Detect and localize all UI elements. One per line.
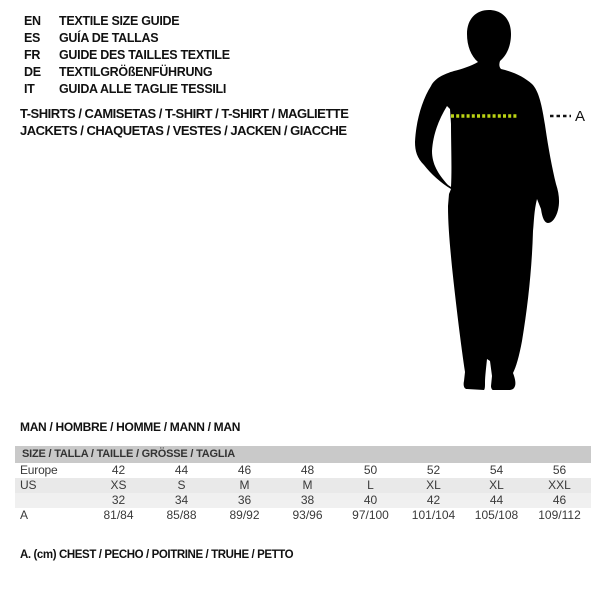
language-code: ES xyxy=(24,31,41,45)
size-cell: 52 xyxy=(426,463,441,477)
size-cell: S xyxy=(177,478,186,492)
man-figure xyxy=(405,4,590,394)
size-cell: 56 xyxy=(552,463,567,477)
size-table-header: SIZE / TALLA / TAILLE / GRÖSSE / TAGLIA xyxy=(15,446,591,463)
size-cell: XL xyxy=(489,478,504,492)
language-code: FR xyxy=(24,48,41,62)
size-cell: 42 xyxy=(426,493,441,507)
language-label: GUIDE DES TAILLES TEXTILE xyxy=(59,48,230,62)
size-cell: 50 xyxy=(363,463,378,477)
size-cell: M xyxy=(239,478,250,492)
row-label: Europe xyxy=(20,463,58,477)
size-table-row-numeric xyxy=(15,493,591,508)
size-cell: 89/92 xyxy=(229,508,260,522)
language-label: TEXTILE SIZE GUIDE xyxy=(59,14,180,28)
language-label: GUÍA DE TALLAS xyxy=(59,31,159,45)
size-cell: 54 xyxy=(489,463,504,477)
garment-types xyxy=(20,105,348,139)
language-code: DE xyxy=(24,65,41,79)
size-cell: M xyxy=(302,478,313,492)
garment-line-jackets: JACKETS / CHAQUETAS / VESTES / JACKEN / GIACCHE xyxy=(20,123,347,138)
size-cell: 85/88 xyxy=(166,508,197,522)
size-table-row-us xyxy=(15,478,591,493)
size-cell: 38 xyxy=(300,493,315,507)
language-row-it xyxy=(24,81,230,98)
size-table-row-europe xyxy=(15,463,591,478)
language-code: IT xyxy=(24,82,35,96)
size-cell: 36 xyxy=(237,493,252,507)
size-cell: XXL xyxy=(548,478,571,492)
section-title-man: MAN / HOMBRE / HOMME / MANN / MAN xyxy=(20,420,241,434)
size-cell: 42 xyxy=(111,463,126,477)
size-cell: 46 xyxy=(552,493,567,507)
language-row-de xyxy=(24,64,230,81)
size-cell: 81/84 xyxy=(103,508,134,522)
size-cell: 93/96 xyxy=(292,508,323,522)
measure-footnote: A. (cm) CHEST / PECHO / POITRINE / TRUHE / PETTO xyxy=(20,549,294,561)
size-table-row-a xyxy=(15,508,591,523)
size-cell: 105/108 xyxy=(474,508,519,522)
language-code: EN xyxy=(24,14,41,28)
row-label: US xyxy=(20,478,37,492)
language-row-fr xyxy=(24,47,230,64)
size-cell: 97/100 xyxy=(352,508,389,522)
size-cell: 46 xyxy=(237,463,252,477)
language-list xyxy=(24,13,230,98)
size-cell: 109/112 xyxy=(538,508,581,522)
language-row-es xyxy=(24,30,230,47)
size-cell: 101/104 xyxy=(411,508,456,522)
row-label xyxy=(15,493,87,508)
language-label: TEXTILGRÖßENFÜHRUNG xyxy=(59,65,213,79)
language-row-en xyxy=(24,13,230,30)
man-silhouette xyxy=(405,4,590,394)
measure-label-a: A xyxy=(575,108,586,125)
size-cell: 34 xyxy=(174,493,189,507)
size-cell: L xyxy=(367,478,374,492)
size-cell: XL xyxy=(426,478,441,492)
garment-line-tshirts: T-SHIRTS / CAMISETAS / T-SHIRT / T-SHIRT / MAGLIETTE xyxy=(20,106,349,121)
size-cell: 48 xyxy=(300,463,315,477)
size-cell: 32 xyxy=(111,493,126,507)
row-label: A xyxy=(20,508,28,522)
language-label: GUIDA ALLE TAGLIE TESSILI xyxy=(59,82,227,96)
size-cell: 44 xyxy=(489,493,504,507)
size-cell: 44 xyxy=(174,463,189,477)
size-table xyxy=(15,446,591,523)
size-cell: XS xyxy=(110,478,127,492)
size-cell: 40 xyxy=(363,493,378,507)
